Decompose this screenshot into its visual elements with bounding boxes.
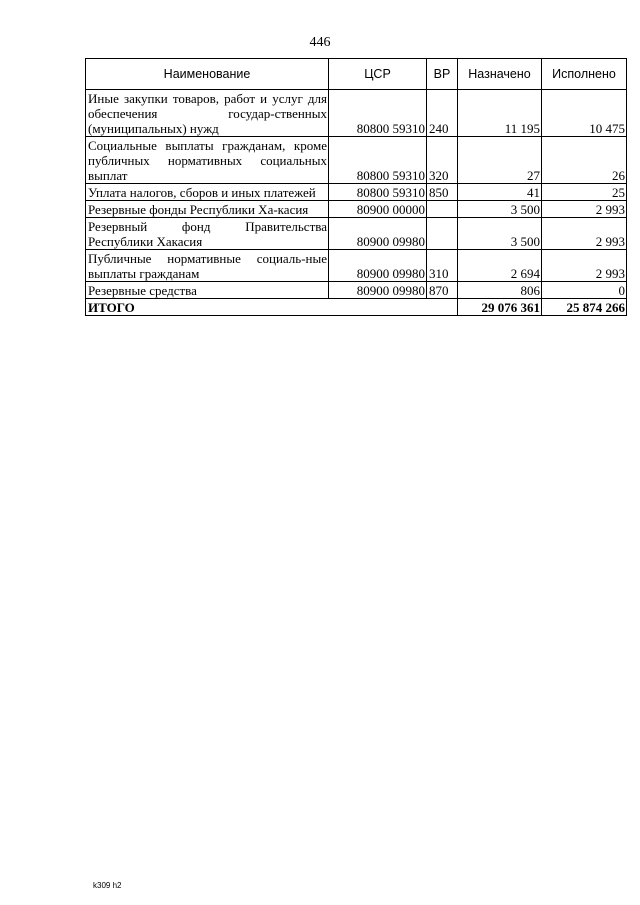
total-assigned: 29 076 361 xyxy=(458,299,542,316)
footer-code: k309 h2 xyxy=(93,881,122,890)
cell-vr: 850 xyxy=(427,184,458,201)
cell-executed: 2 993 xyxy=(542,201,627,218)
cell-assigned: 27 xyxy=(458,137,542,184)
cell-executed: 25 xyxy=(542,184,627,201)
cell-name: Уплата налогов, сборов и иных платежей xyxy=(86,184,329,201)
cell-assigned: 3 500 xyxy=(458,201,542,218)
cell-vr xyxy=(427,201,458,218)
cell-executed: 0 xyxy=(542,282,627,299)
cell-executed: 26 xyxy=(542,137,627,184)
cell-vr: 240 xyxy=(427,90,458,137)
cell-name: Публичные нормативные социаль-ные выплаты гражданам xyxy=(86,250,329,282)
cell-name: Иные закупки товаров, работ и услуг для обеспечения государ-ственных (муниципальных) нужд xyxy=(86,90,329,137)
table-header-row xyxy=(86,59,627,90)
cell-assigned: 806 xyxy=(458,282,542,299)
cell-csr: 80900 09980 xyxy=(329,218,427,250)
cell-csr: 80800 59310 xyxy=(329,184,427,201)
table-row xyxy=(86,90,627,137)
header-name: Наименование xyxy=(86,59,329,90)
total-label: ИТОГО xyxy=(86,299,458,316)
cell-name: Резервный фонд Правительства Республики Хакасия xyxy=(86,218,329,250)
total-executed: 25 874 266 xyxy=(542,299,627,316)
table-total-row xyxy=(86,299,627,316)
page-number: 446 xyxy=(309,35,331,50)
header-vr: ВР xyxy=(427,59,458,90)
cell-executed: 2 993 xyxy=(542,218,627,250)
cell-assigned: 41 xyxy=(458,184,542,201)
header-csr: ЦСР xyxy=(329,59,427,90)
header-executed: Исполнено xyxy=(542,59,627,90)
cell-name: Резервные фонды Республики Ха-касия xyxy=(86,201,329,218)
cell-executed: 2 993 xyxy=(542,250,627,282)
cell-name: Резервные средства xyxy=(86,282,329,299)
cell-vr: 870 xyxy=(427,282,458,299)
cell-vr: 320 xyxy=(427,137,458,184)
table-body xyxy=(86,90,627,316)
budget-table xyxy=(85,58,627,316)
table-row xyxy=(86,282,627,299)
cell-vr xyxy=(427,218,458,250)
cell-assigned: 2 694 xyxy=(458,250,542,282)
table-row xyxy=(86,137,627,184)
cell-csr: 80900 09980 xyxy=(329,282,427,299)
cell-assigned: 11 195 xyxy=(458,90,542,137)
header-assigned: Назначено xyxy=(458,59,542,90)
cell-csr: 80900 09980 xyxy=(329,250,427,282)
table-row xyxy=(86,218,627,250)
cell-csr: 80900 00000 xyxy=(329,201,427,218)
cell-assigned: 3 500 xyxy=(458,218,542,250)
cell-csr: 80800 59310 xyxy=(329,137,427,184)
cell-name: Социальные выплаты гражданам, кроме публичных нормативных социальных выплат xyxy=(86,137,329,184)
table-row xyxy=(86,201,627,218)
cell-executed: 10 475 xyxy=(542,90,627,137)
cell-csr: 80800 59310 xyxy=(329,90,427,137)
table-row xyxy=(86,184,627,201)
table-row xyxy=(86,250,627,282)
cell-vr: 310 xyxy=(427,250,458,282)
